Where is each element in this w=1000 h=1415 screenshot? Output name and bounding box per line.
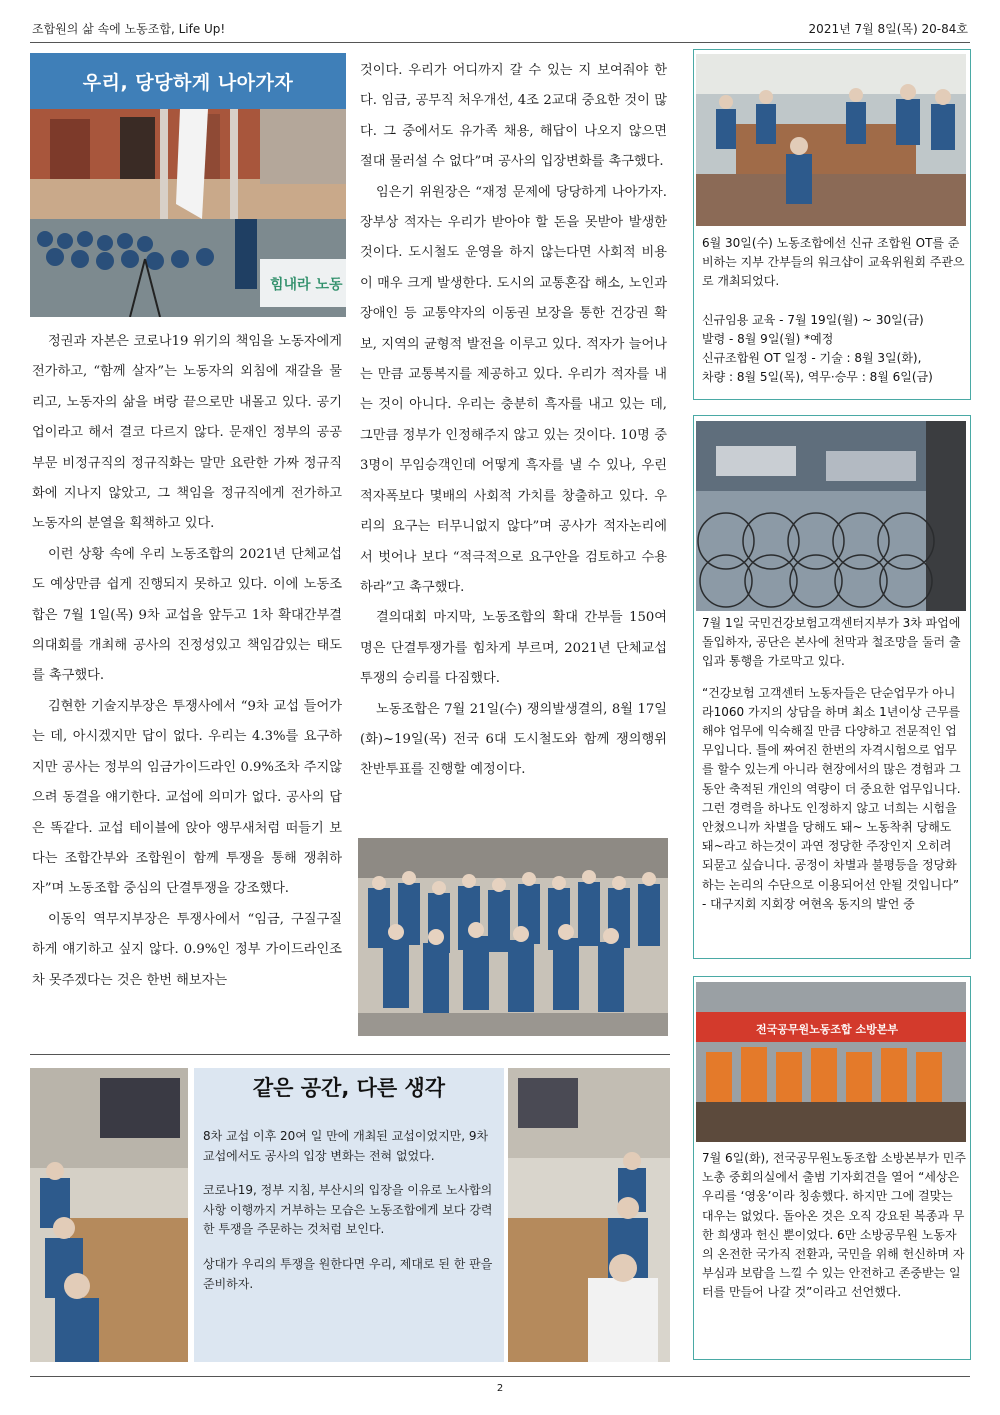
press-sign-text: 전국공무원노동조합 소방본부 — [756, 1023, 898, 1036]
article-paragraph: 노동조합은 7월 21일(수) 쟁의발생결의, 8월 17일(화)~19일(목) 전국 6대 도시철도와 함께 쟁의행위 찬반투표를 진행할 예정이다. — [360, 701, 667, 778]
workshop-caption-block — [702, 234, 966, 387]
panel-paragraph: 코로나19, 정부 지침, 부산시의 입장을 이유로 노사합의사항 이행까지 거부하는 모습은 노동조합에게 보다 강력한 투쟁을 주문하는 것처럼 보인다. — [203, 1183, 493, 1237]
schedule-line: 신규임용 교육 - 7월 19일(월) ~ 30일(금) — [702, 312, 924, 327]
panel-paragraph: 상대가 우리의 투쟁을 원한다면 우리, 제대로 된 한 판을 준비하자. — [203, 1256, 493, 1291]
rally-photo — [30, 109, 346, 317]
article-column-2 — [360, 56, 667, 786]
quote-attribution: - 대구지회 지회장 여현옥 동지의 발언 중 — [702, 896, 915, 911]
rally-banner-text: 힘내라 노동 — [270, 277, 343, 293]
header-rule — [30, 42, 970, 43]
article-column-1 — [32, 327, 342, 996]
article-paragraph: 정권과 자본은 코로나19 위기의 책임을 노동자에게 전가하고, “함께 살자”는 노동자의 외침에 재갈을 물리고, 노동자의 삶을 벼랑 끝으로만 내몰고 있다. 공기업이라고 해서 결코 다르지 않다. 문재인 정부의 공공부문 비정규직의 정규직화는 말만 요란한 가짜 정규직화에 지나지 않았고, 그 책임을 정규직에게 전가하고 노동자의 분열을 획책하고 있다. — [32, 334, 342, 532]
sidebar-box-firefighters — [693, 976, 971, 1360]
workshop-caption: 6월 30일(수) 노동조합에선 신규 조합원 OT를 준비하는 지부 간부들의 워크샵이 교육위원회 주관으로 개최되었다. — [702, 236, 965, 289]
article-paragraph: 결의대회 마지막, 노동조합의 확대 간부들 150여명은 단결투쟁가를 힘차게 부르며, 2021년 단체교섭 투쟁의 승리를 다짐했다. — [360, 610, 667, 687]
sidebar-box-workshop — [693, 49, 971, 400]
negotiation-photo-left — [30, 1068, 188, 1362]
footer-rule — [30, 1376, 970, 1377]
opinion-panel-title: 같은 공간, 다른 생각 — [252, 1076, 446, 1100]
article-paragraph: 임은기 위원장은 “재정 문제에 당당하게 나아가자. 장부상 적자는 우리가 받아야 할 돈을 못받아 발생한 것이다. 도시철도 운영을 하지 않는다면 사회적 비용이 매우 크게 발생한다. 도시의 교통혼잡 해소, 노인과 장애인 등 교통약자의 이동권 보장을 통한 건강권 확보, 지역의 균형적 발전을 이루고 있다. 적자가 늘어나는 만큼 교통복지를 제공하고 있다. 우리가 적자를 내는 것이 아니다. 우리는 충분히 흑자를 내고 있는 데, 그만큼 정부가 인정해주지 않고 있는 것이다. 10명 중 3명이 무임승객인데 어떻게 흑자를 낼 수 있나, 우린 적자폭보다 몇배의 사회적 가치를 창출하고 있다. 우리의 요구는 터무니없지 않다”며 공사가 적자논리에서 벗어나 보다 “적극적으로 요구안을 검토하고 수용하라”고 촉구했다. — [360, 184, 667, 595]
union-quote: “건강보험 고객센터 노동자들은 단순업무가 아니라1060 가지의 상담을 하며 최소 1년이상 근무를 해야 업무에 익숙해질 만큼 다양하고 전문적인 업무입니다. 틀에 짜여진 한번의 자격시험으로 업무를 할수 있는게 아니라 현장에서의 많은 경험과 그동안 축적된 개인의 역량이 더 중요한 업무입니다. 그런 경력을 하나도 인정하지 않고 너희는 시험을 안쳤으니까 차별을 당해도 돼~ 노동착취 당해도 돼~라고 하는것이 과연 정당한 주장인지 오히려 되묻고 싶습니다. 공정이 차별과 불평등을 정당화하는 논리의 수단으로 이용되어선 안될 것입니다” — [702, 685, 961, 892]
press-conference-photo — [696, 982, 966, 1142]
panel-paragraph: 8차 교섭 이후 20여 일 만에 개최된 교섭이었지만, 9차 교섭에서도 공사의 입장 변화는 전혀 없었다. — [203, 1129, 489, 1163]
workshop-photo — [696, 54, 966, 226]
schedule-line: 신규조합원 OT 일정 - 기술 : 8월 3일(화), — [702, 351, 922, 366]
barbed-wire-caption-block — [702, 614, 966, 914]
section-divider — [30, 1054, 670, 1055]
schedule-line: 차량 : 8월 5일(목), 역무·승무 : 8월 6일(금) — [702, 370, 933, 385]
crowd-photo — [358, 838, 668, 1036]
barbed-wire-photo — [696, 421, 966, 611]
article-paragraph: 것이다. 우리가 어디까지 갈 수 있는 지 보여줘야 한다. 임금, 공무직 처우개선, 4조 2교대 중요한 것이 많다. 그 중에서도 유가족 채용, 해답이 나오지 않으면 절대 물러설 수 없다”며 공사의 입장변화를 촉구했다. — [360, 63, 667, 170]
article-paragraph: 이런 상황 속에 우리 노동조합의 2021년 단체교섭도 예상만큼 쉽게 진행되지 못하고 있다. 이에 노동조합은 7월 1일(목) 9차 교섭을 앞두고 1차 확대간부결의대회를 개최해 공사의 진정성있고 책임감있는 태도를 촉구했다. — [32, 546, 342, 684]
running-header-left: 조합원의 삶 속에 노동조합, Life Up! — [32, 22, 226, 36]
schedule-line: 발령 - 8월 9일(월) *예정 — [702, 331, 834, 346]
firefighters-caption-block — [702, 1149, 966, 1303]
running-header-right: 2021년 7월 8일(목) 20-84호 — [808, 22, 968, 36]
page-number: 2 — [496, 1383, 504, 1394]
firefighters-caption: 7월 6일(화), 전국공무원노동조합 소방본부가 민주노총 중회의실에서 출범 기자회견을 열어 “세상은 우리를 ‘영웅’이라 칭송했다. 하지만 그에 걸맞는 대우는 없었다. 돌아온 것은 오직 강요된 복종과 무한 희생과 헌신 뿐이었다. 6만 소방공무원 노동자의 온전한 국가직 전환과, 국민을 위해 헌신하며 자부심과 보람을 느낄 수 있는 안전하고 존중받는 일터를 만들어 나갈 것”이라고 선언했다. — [702, 1151, 966, 1300]
article-paragraph: 이동익 역무지부장은 투쟁사에서 “임금, 구질구질하게 얘기하고 싶지 않다. 0.9%인 정부 가이드라인조차 못주겠다는 것은 한번 해보자는 — [32, 911, 342, 988]
sidebar-box-barbed-wire — [693, 415, 971, 959]
opinion-panel-body — [203, 1127, 503, 1294]
article-paragraph: 김현한 기술지부장은 투쟁사에서 “9차 교섭 들어가는 데, 아시겠지만 답이 없다. 우리는 4.3%를 요구하지만 공사는 정부의 임금가이드라인 0.9%조차 주지않으려 동결을 얘기한다. 교섭에 의미가 없다. 공사의 답은 똑같다. 교섭 테이블에 앉아 앵무새처럼 떠들기 보다는 조합간부와 조합원이 함께 투쟁을 통해 쟁취하자”며 노동조합 중심의 단결투쟁을 강조했다. — [32, 698, 342, 897]
barbed-wire-caption: 7월 1일 국민건강보험고객센터지부가 3차 파업에 돌입하자, 공단은 본사에 천막과 철조망을 둘러 출입과 통행을 가로막고 있다. — [702, 616, 961, 669]
article-title: 우리, 당당하게 나아가자 — [30, 53, 346, 109]
negotiation-photo-right — [508, 1068, 670, 1362]
